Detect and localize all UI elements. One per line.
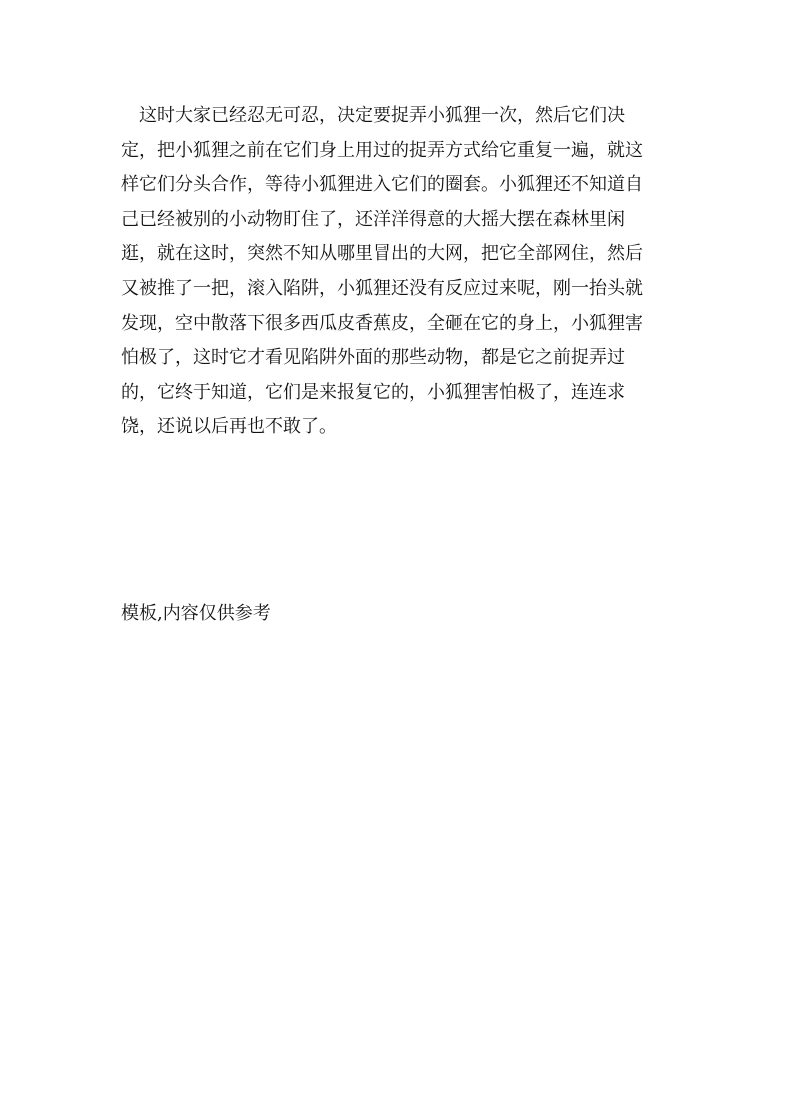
paragraph-line: 的，它终于知道，它们是来报复它的，小狐狸害怕极了，连连求 bbox=[121, 381, 625, 403]
template-disclaimer: 模板,内容仅供参考 bbox=[121, 603, 271, 624]
paragraph-line: 发现，空中散落下很多西瓜皮香蕉皮，全砸在它的身上，小狐狸害 bbox=[121, 312, 643, 334]
paragraph-line: 样它们分头合作，等待小狐狸进入它们的圈套。小狐狸还不知道自 bbox=[121, 174, 643, 196]
paragraph-line: 饶，还说以后再也不敢了。 bbox=[121, 416, 337, 438]
paragraph-line: 定，把小狐狸之前在它们身上用过的捉弄方式给它重复一遍，就这 bbox=[121, 139, 643, 161]
story-paragraph bbox=[121, 99, 661, 445]
paragraph-line: 逛，就在这时，突然不知从哪里冒出的大网，把它全部网住，然后 bbox=[121, 243, 643, 265]
paragraph-line: 又被推了一把，滚入陷阱，小狐狸还没有反应过来呢，刚一抬头就 bbox=[121, 277, 643, 299]
paragraph-line: 这时大家已经忍无可忍，决定要捉弄小狐狸一次，然后它们决 bbox=[139, 105, 625, 126]
paragraph-line: 己已经被别的小动物盯住了，还洋洋得意的大摇大摆在森林里闲 bbox=[121, 208, 625, 230]
paragraph-line: 怕极了，这时它才看见陷阱外面的那些动物，都是它之前捉弄过 bbox=[121, 347, 625, 369]
